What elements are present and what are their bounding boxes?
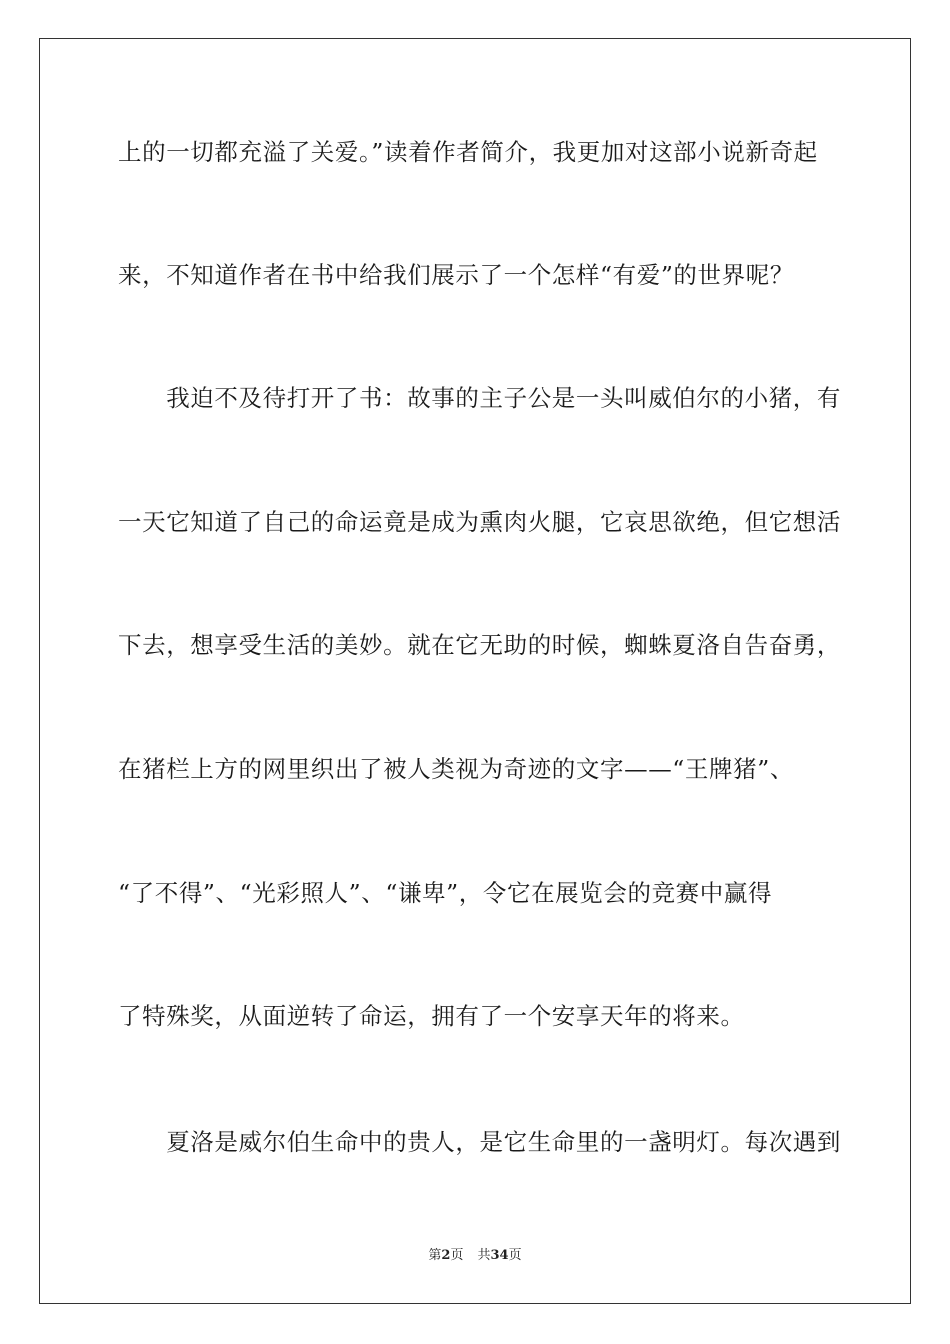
- page-border: [39, 38, 911, 1304]
- total-suffix: 页: [508, 1248, 522, 1263]
- text-line-8: 了特殊奖，从面逆转了命运，拥有了一个安享天年的将来。: [118, 1002, 745, 1030]
- page-footer: [0, 1247, 950, 1265]
- text-line-2: 来，不知道作者在书中给我们展示了一个怎样“有爱”的世界呢？: [118, 261, 794, 289]
- total-pages: 34: [490, 1248, 509, 1263]
- page-prefix: 第: [428, 1248, 442, 1263]
- text-line-3: 我迫不及待打开了书：故事的主子公是一头叫威伯尔的小猪，有: [118, 384, 841, 412]
- text-line-7: “了不得”、“光彩照人”、“谦卑”，令它在展览会的竞赛中赢得: [118, 879, 773, 907]
- text-line-9: 夏洛是威尔伯生命中的贵人，是它生命里的一盏明灯。每次遇到: [118, 1128, 841, 1156]
- text-line-5: 下去，想享受生活的美妙。就在它无助的时候，蜘蛛夏洛自告奋勇，: [118, 631, 841, 659]
- total-prefix: 共: [477, 1248, 491, 1263]
- text-line-1: 上的一切都充溢了关爱。”读着作者简介，我更加对这部小说新奇起: [118, 138, 818, 166]
- text-line-4: 一天它知道了自己的命运竟是成为熏肉火腿，它哀思欲绝，但它想活: [118, 508, 841, 536]
- text-line-6: 在猪栏上方的网里织出了被人类视为奇迹的文字——“王牌猪”、: [118, 755, 794, 783]
- page-suffix: 页: [450, 1248, 464, 1263]
- page-number: 2: [441, 1248, 451, 1263]
